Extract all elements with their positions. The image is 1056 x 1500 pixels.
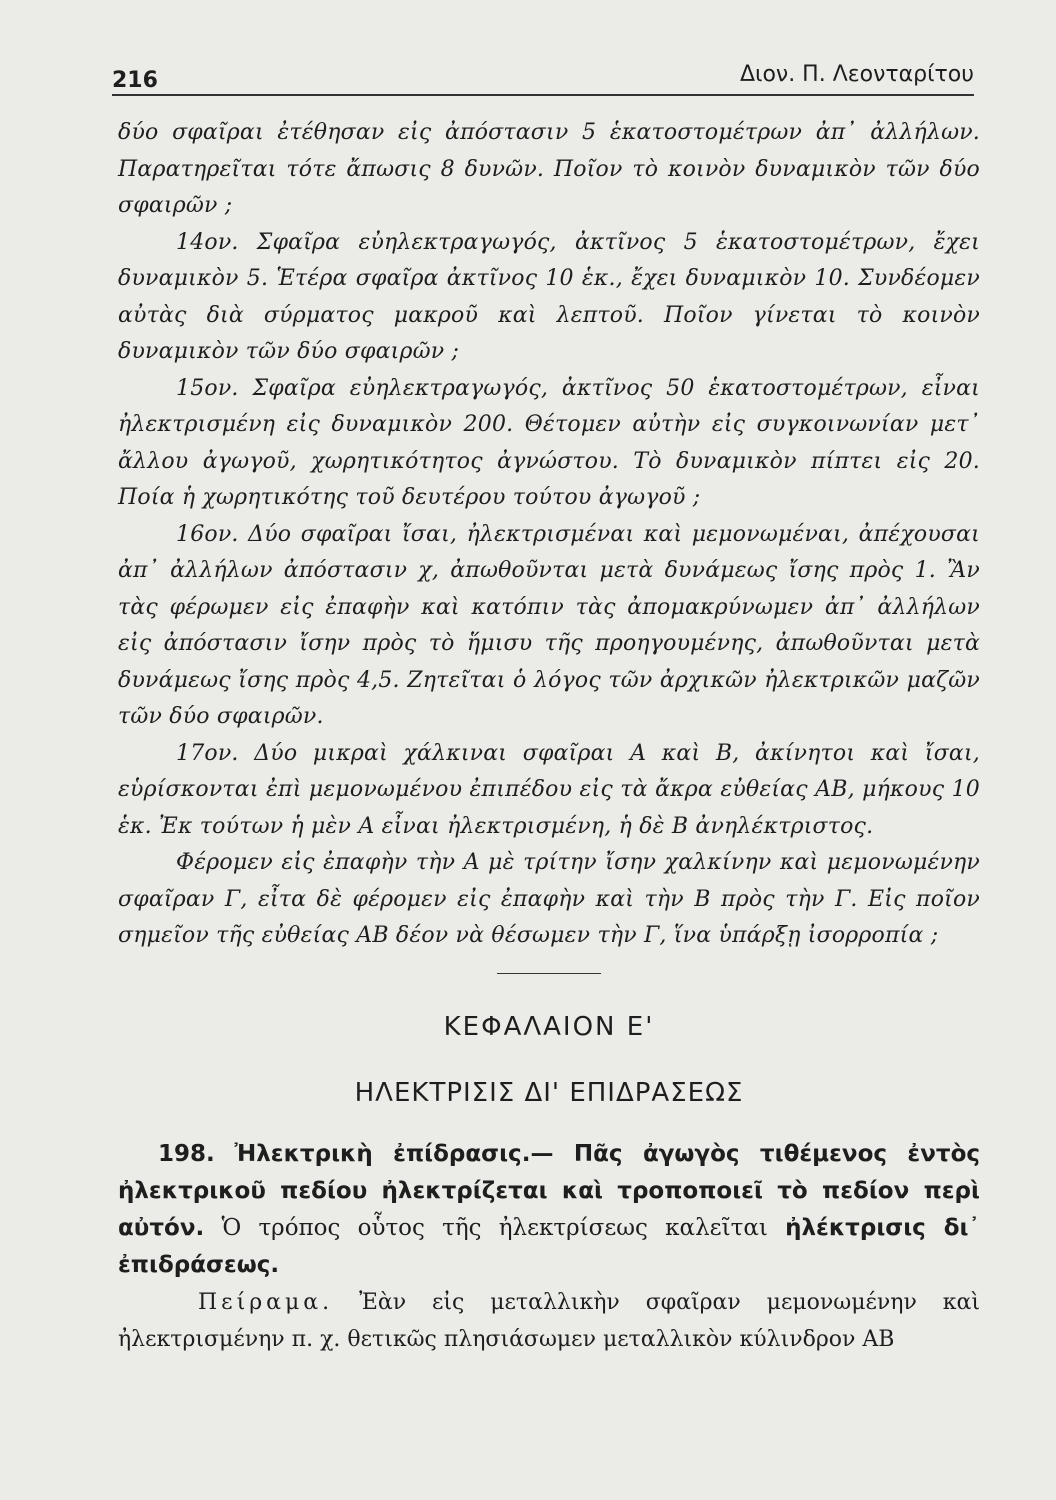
experiment-label: Πείραμα. — [198, 1289, 334, 1315]
exercise-14: 14ον. Σφαῖρα εὐηλεκτραγωγός, ἀκτῖνος 5 ἑκατοστομέτρων, ἔχει δυναμικὸν 5. Ἑτέρα σφαῖρα ἀκτῖνος 10 ἑκ., ἔχει δυναμικὸν 10. Συνδέομεν αὐτὰς διὰ σύρματος μακροῦ καὶ λεπτοῦ. Ποῖον γίνεται τὸ κοινὸν δυναμικὸν τῶν δύο σφαιρῶν ; — [118, 229, 980, 364]
exercise-16: 16ον. Δύο σφαῖραι ἴσαι, ἠλεκτρισμέναι καὶ μεμονωμέναι, ἀπέχουσαι ἀπ᾽ ἀλλήλων ἀπόστασιν χ, ἀπωθοῦνται μετὰ δυνάμεως ἴσης πρὸς 1. Ἂν τὰς φέρωμεν εἰς ἐπαφὴν καὶ κατόπιν τὰς ἀπομακρύνωμεν ἀπ᾽ ἀλλήλων εἰς ἀπόστασιν ἴσην πρὸς τὸ ἥμισυ τῆς προηγουμένης, ἀπωθοῦνται μετὰ δυνάμεως ἴσης πρὸς 4,5. Ζητεῖται ὁ λόγος τῶν ἀρχικῶν ἠλεκτρικῶν μαζῶν τῶν δύο σφαιρῶν. — [118, 521, 980, 729]
exercise-17-continued: Φέρομεν εἰς ἐπαφὴν τὴν Α μὲ τρίτην ἴσην χαλκίνην καὶ μεμονωμένην σφαῖραν Γ, εἶτα δὲ φέρομεν εἰς ἐπαφὴν καὶ τὴν Β πρὸς τὴν Γ. Εἰς ποῖον σημεῖον τῆς εὐθείας ΑΒ δέον νὰ θέσωμεν τὴν Γ, ἵνα ὑπάρξῃ ἰσορροπία ; — [118, 850, 980, 948]
running-head: Διον. Π. Λεονταρίτου — [739, 62, 974, 87]
article-normal-text: Ὁ τρόπος οὗτος τῆς ἠλεκτρίσεως καλεῖται — [204, 1214, 786, 1241]
chapter-label: ΚΕΦΑΛΑΙΟΝ Ε' — [443, 1011, 655, 1042]
article-number: 198. — [158, 1140, 215, 1167]
page-header — [112, 58, 974, 98]
article-198 — [118, 1136, 980, 1284]
body-text — [118, 115, 980, 1358]
chapter-title: ΗΛΕΚΤΡΙΣΙΣ ΔΙ' ΕΠΙΔΡΑΣΕΩΣ — [354, 1077, 744, 1108]
article-bold-text: Πᾶς ἀγωγὸς τιθέμενος ἐντὸς ἠλεκτρικοῦ πεδίου ἠλεκτρίζεται καὶ τροποποιεῖ τὸ πεδίον περὶ αὐτόν. — [118, 1140, 981, 1241]
exercise-17: 17ον. Δύο μικραὶ χάλκιναι σφαῖραι Α καὶ Β, ἀκίνητοι καὶ ἴσαι, εὑρίσκονται ἐπὶ μεμονωμένου ἐπιπέδου εἰς τὰ ἄκρα εὐθείας ΑΒ, μήκους 10 ἑκ. Ἐκ τούτων ἡ μὲν Α εἶναι ἠλεκτρισμένη, ἡ δὲ Β ἀνηλέκτριστος. — [118, 740, 980, 839]
exercise-15: 15ον. Σφαῖρα εὐηλεκτραγωγός, ἀκτῖνος 50 ἑκατοστομέτρων, εἶναι ἠλεκτρισμένη εἰς δυναμικὸν 200. Θέτομεν αὐτὴν εἰς συγκοινωνίαν μετ᾽ ἄλλου ἀγωγοῦ, χωρητικότητος ἀγνώστου. Τὸ δυναμικὸν πίπτει εἰς 20. Ποία ἡ χωρητικότης τοῦ δευτέρου τούτου ἀγωγοῦ ; — [118, 375, 980, 510]
experiment-text: Ἐὰν εἰς μεταλλικὴν σφαῖραν μεμονωμένην καὶ ἠλεκτρισμένην π. χ. θετικῶς πλησιάσωμεν μεταλλικὸν κύλινδρον ΑΒ — [118, 1289, 980, 1352]
article-bold-end: ἠλέκτρισις δι᾽ ἐπιδράσεως. — [118, 1214, 980, 1278]
page-number: 216 — [112, 68, 158, 93]
article-heading: Ἠλεκτρικὴ ἐπίδρασις. — [234, 1140, 531, 1167]
exercise-intro-paragraph: δύο σφαῖραι ἐτέθησαν εἰς ἀπόστασιν 5 ἑκατοστομέτρων ἀπ᾽ ἀλλήλων. Παρατηρεῖται τότε ἄπωσις 8 δυνῶν. Ποῖον τὸ κοινὸν δυναμικὸν τῶν δύο σφαιρῶν ; — [118, 120, 980, 218]
section-divider — [497, 973, 601, 974]
article-dash: — — [530, 1140, 574, 1167]
experiment-paragraph — [118, 1284, 980, 1358]
header-rule — [112, 94, 974, 96]
